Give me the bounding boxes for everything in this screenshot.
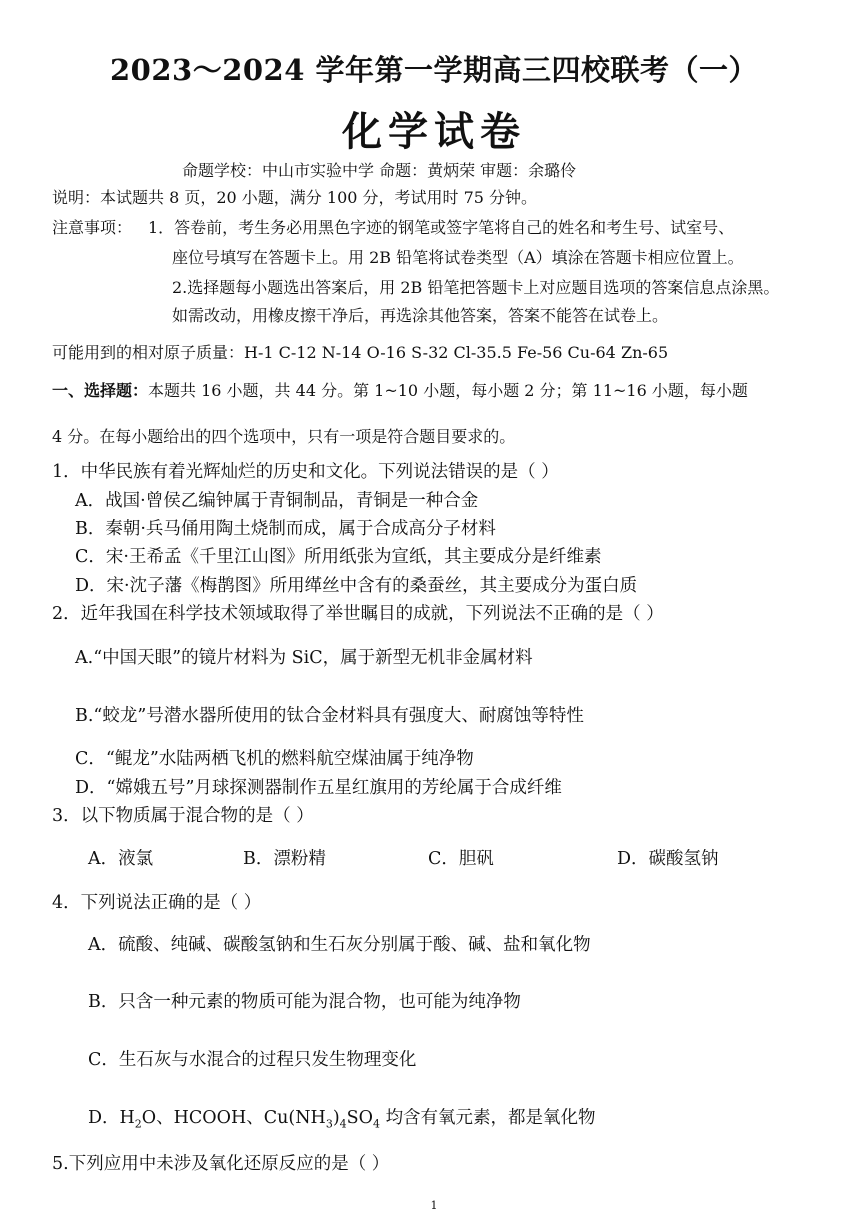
question-4-stem: 4．下列说法正确的是（ ） xyxy=(52,893,262,913)
question-1-stem: 1．中华民族有着光辉灿烂的历史和文化。下列说法错误的是（ ） xyxy=(52,462,559,482)
section-1-intro: 本题共 16 小题，共 44 分。第 1~10 小题，每小题 2 分；第 11~16 小题，每小题 xyxy=(148,381,748,400)
notes-label: 注意事项： xyxy=(52,218,133,237)
question-4-option-c: C．生石灰与水混合的过程只发生物理变化 xyxy=(88,1050,417,1070)
question-2-option-b: B.“蛟龙”号潜水器所使用的钛合金材料具有强度大、耐腐蚀等特性 xyxy=(75,706,584,726)
question-2-option-c: C．“鲲龙”水陆两栖飞机的燃料航空煤油属于纯净物 xyxy=(75,749,474,769)
note-2-line-2: 如需改动，用橡皮擦干净后，再选涂其他答案，答案不能答在试卷上。 xyxy=(172,306,669,325)
note-1-line-1: 1．答卷前，考生务必用黑色字迹的钢笔或签字笔将自己的姓名和考生号、试室号、 xyxy=(148,218,735,237)
exam-subject-title: 化学试卷 xyxy=(342,108,526,155)
question-2-option-d: D．“嫦娥五号”月球探测器制作五星红旗用的芳纶属于合成纤维 xyxy=(75,778,562,798)
exam-description: 说明：本试题共 8 页，20 小题，满分 100 分，考试用时 75 分钟。 xyxy=(52,188,538,207)
atomic-masses: 可能用到的相对原子质量：H-1 C-12 N-14 O-16 S-32 Cl-35.5 Fe-56 Cu-64 Zn-65 xyxy=(52,343,669,362)
note-2-line-1: 2.选择题每小题选出答案后，用 2B 铅笔把答题卡上对应题目选项的答案信息点涂黑。 xyxy=(172,278,780,297)
section-1-heading: 一、选择题： xyxy=(52,381,149,400)
question-5-stem: 5.下列应用中未涉及氧化还原反应的是（ ） xyxy=(52,1154,390,1174)
question-4-option-a: A．硫酸、纯碱、碳酸氢钠和生石灰分别属于酸、碱、盐和氧化物 xyxy=(88,935,591,955)
question-3-option-d: D．碳酸氢钠 xyxy=(617,849,719,869)
question-4-option-b: B．只含一种元素的物质可能为混合物，也可能为纯净物 xyxy=(88,992,521,1012)
exam-title: 2023～2024 学年第一学期高三四校联考（一） xyxy=(109,53,759,87)
section-1-intro-line-1 xyxy=(52,378,748,401)
question-2-stem: 2．近年我国在科学技术领域取得了举世瞩目的成就，下列说法不正确的是（ ） xyxy=(52,604,664,624)
question-2-option-a: A.“中国天眼”的镜片材料为 SiC，属于新型无机非金属材料 xyxy=(75,648,533,668)
question-3-stem: 3．以下物质属于混合物的是（ ） xyxy=(52,806,314,826)
question-1-option-b: B．秦朝·兵马俑用陶土烧制而成，属于合成高分子材料 xyxy=(75,519,496,539)
question-4-option-d: D．$H_2O$、HCOOH、$Cu(NH_3)_4SO_4$ 均含有氧元素，都是氧化物 xyxy=(88,1108,596,1131)
question-1-option-d: D．宋·沈子藩《梅鹊图》所用缂丝中含有的桑蚕丝，其主要成分为蛋白质 xyxy=(75,576,638,596)
question-3-option-a: A．液氯 xyxy=(88,849,154,869)
section-1-intro-line-2: 4 分。在每小题给出的四个选项中，只有一项是符合题目要求的。 xyxy=(52,427,516,446)
exam-authors: 命题学校：中山市实验中学 命题：黄炳荣 审题：余璐伶 xyxy=(182,161,577,180)
question-3-option-c: C．胆矾 xyxy=(428,849,494,869)
note-1-line-2: 座位号填写在答题卡上。用 2B 铅笔将试卷类型（A）填涂在答题卡相应位置上。 xyxy=(172,248,744,267)
question-3-option-b: B．漂粉精 xyxy=(243,849,326,869)
question-1-option-a: A．战国·曾侯乙编钟属于青铜制品，青铜是一种合金 xyxy=(75,491,479,511)
question-1-option-c: C．宋·王希孟《千里江山图》所用纸张为宣纸，其主要成分是纤维素 xyxy=(75,547,602,567)
page-number: 1 xyxy=(430,1199,438,1212)
